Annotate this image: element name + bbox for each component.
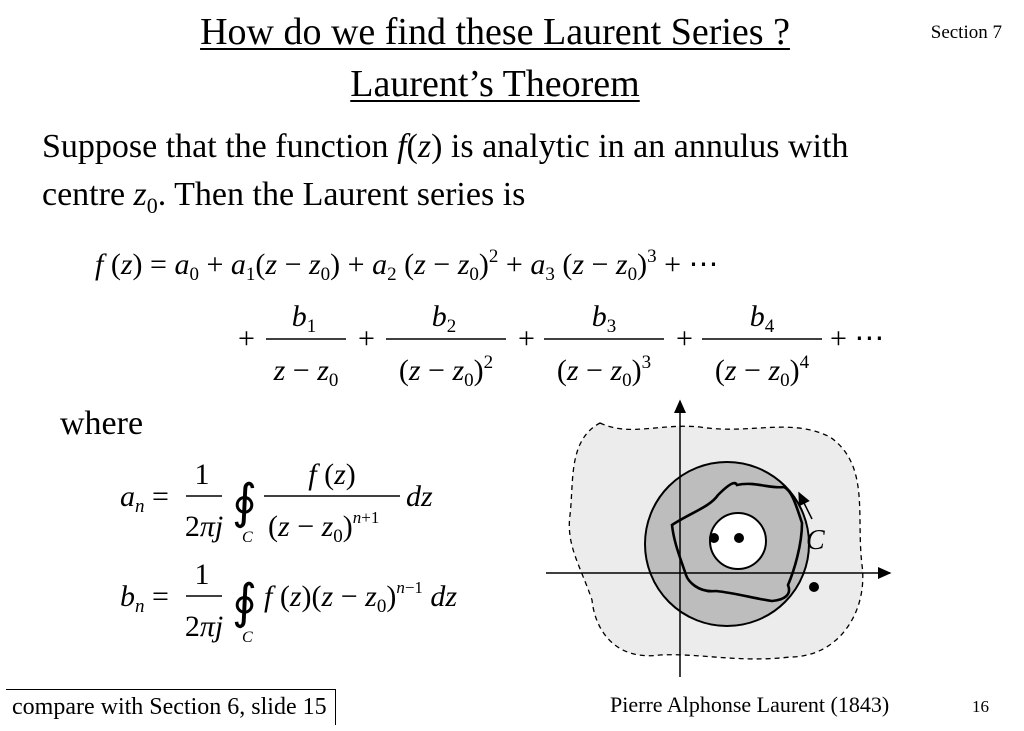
svg-text:dz: dz [406,480,433,513]
svg-text:1: 1 [194,458,210,491]
svg-text:b2: $b_2$ [431,300,457,337]
svg-text:(z − z0)3: $(z - z_0)^3$ [556,352,652,391]
svg-text:2πj: 2πj [184,510,224,543]
diagram-caption: Pierre Alphonse Laurent (1843) [610,692,890,717]
statement-line-1: Suppose that the function f(z) is analytic in an annulus with [42,128,849,165]
annulus-diagram [540,395,900,685]
svg-text:+: + [518,322,535,355]
svg-text:b3: $b_3$ [591,300,617,337]
contour-label: C [806,525,825,556]
singularity-point [709,533,719,543]
coefficient-bn-formula [120,556,510,656]
svg-text:f (z) = a0 + a1(z − z0) + a2 (: f $(z) = a_0 + a_1(z - z_0) + a_2$ $(z - z_0)^2 + a_3$ $(z - z_0)^3$ + ⋯ [95,246,719,285]
statement-line-2: centre $z_0$. Then the Laurent series is [42,176,526,218]
page-number: 16 [972,697,989,716]
svg-text:an =: $a_n$ = [120,480,169,517]
svg-text:(z − z0)2: $(z - z_0)^2$ [398,352,494,391]
svg-text:∮: ∮ [232,576,258,629]
svg-text:∮: ∮ [232,476,258,529]
compare-note: compare with Section 6, slide 15 [6,689,336,725]
center-point-z0 [734,533,744,543]
svg-text:z − z0: $z - z_0$ [273,354,339,391]
svg-text:(z − z0)4: $(z - z_0)^4$ [714,352,810,391]
svg-text:f (z)(z − z0)n−1 dz: f $(z)(z - z_0)^n-1$ dz [264,578,458,617]
svg-text:+: + [358,322,375,355]
slide-subtitle: Laurent’s Theorem [350,63,640,105]
svg-text:(z − z0)n+1: $(z - z_0)^n+1$ [268,508,380,547]
svg-text:bn =: $b_n$ = [120,580,169,617]
svg-text:+: + [238,322,255,355]
svg-text:+ ⋯: + ⋯ [830,322,885,355]
svg-text:f (z): f (z) [308,458,356,491]
svg-text:b1: $b_1$ [291,300,317,337]
svg-text:2πj: 2πj [184,610,224,643]
laurent-series-principal-part [238,296,888,392]
svg-text:1: 1 [194,558,210,591]
svg-text:C: C [242,629,253,646]
laurent-series-analytic-part [95,236,835,292]
slide-title: How do we find these Laurent Series ? [200,11,790,53]
where-label: where [60,405,144,442]
section-label: Section 7 [930,22,1002,43]
svg-text:b4: $b_4$ [749,300,775,337]
svg-text:+: + [676,322,693,355]
outer-singularity-point [809,582,819,592]
svg-text:C: C [242,529,253,546]
coefficient-an-formula [120,452,480,552]
